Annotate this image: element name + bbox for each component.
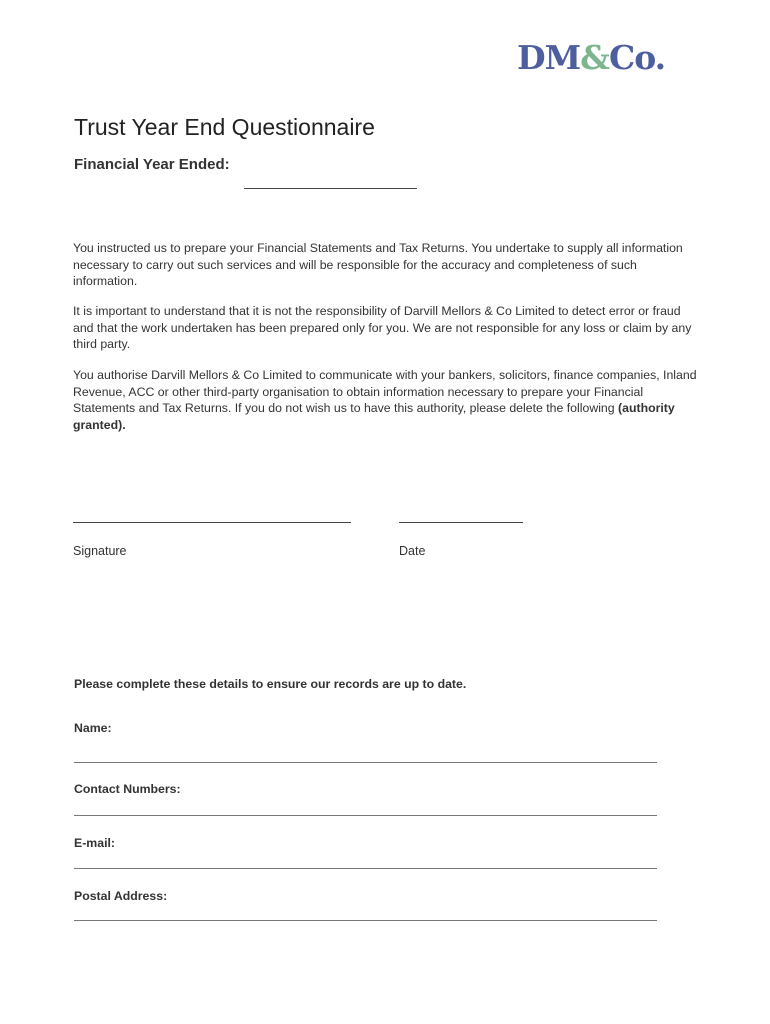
details-instruction: Please complete these details to ensure our records are up to date. <box>74 677 467 691</box>
company-logo <box>517 38 665 77</box>
email-field-line[interactable] <box>74 868 657 869</box>
date-label: Date <box>399 544 426 558</box>
date-line[interactable] <box>399 522 523 523</box>
logo-part-co: Co. <box>608 38 666 77</box>
name-field-label: Name: <box>74 721 112 735</box>
financial-year-label: Financial Year Ended: <box>74 156 230 173</box>
financial-year-input-line[interactable] <box>244 188 417 189</box>
logo-part-ampersand: & <box>580 38 609 77</box>
page-title: Trust Year End Questionnaire <box>74 114 375 140</box>
contact-numbers-field-label: Contact Numbers: <box>74 782 181 796</box>
signature-label: Signature <box>73 544 127 558</box>
instruction-paragraph: You instructed us to prepare your Financial Statements and Tax Returns. You undertake to supply all information necessary to carry out such services and will be responsible for the accuracy and completeness of such information. <box>73 241 683 288</box>
authority-paragraph-text: You authorise Darvill Mellors & Co Limited to communicate with your bankers, solicitors, finance companies, Inland Revenue, ACC or other third-party organisation to obtain information necessary to prepare your Financial Statements and Tax Returns. If you do not wish us to have this authority, please delete the following <box>73 368 697 415</box>
postal-address-field-label: Postal Address: <box>74 889 168 903</box>
signature-line[interactable] <box>73 522 351 523</box>
logo-part-dm: DM <box>517 38 581 77</box>
responsibility-paragraph: It is important to understand that it is not the responsibility of Darvill Mellors & Co Limited to detect error or fraud and that the work undertaken has been prepared only for you. We are not responsible for any loss or claim by any third party. <box>73 304 692 351</box>
postal-address-field-line[interactable] <box>74 920 657 921</box>
authority-paragraph <box>73 367 703 433</box>
contact-numbers-field-line[interactable] <box>74 815 657 816</box>
name-field-line[interactable] <box>74 762 657 763</box>
authority-granted-text: (authority granted). <box>73 401 675 432</box>
email-field-label: E-mail: <box>74 836 115 850</box>
